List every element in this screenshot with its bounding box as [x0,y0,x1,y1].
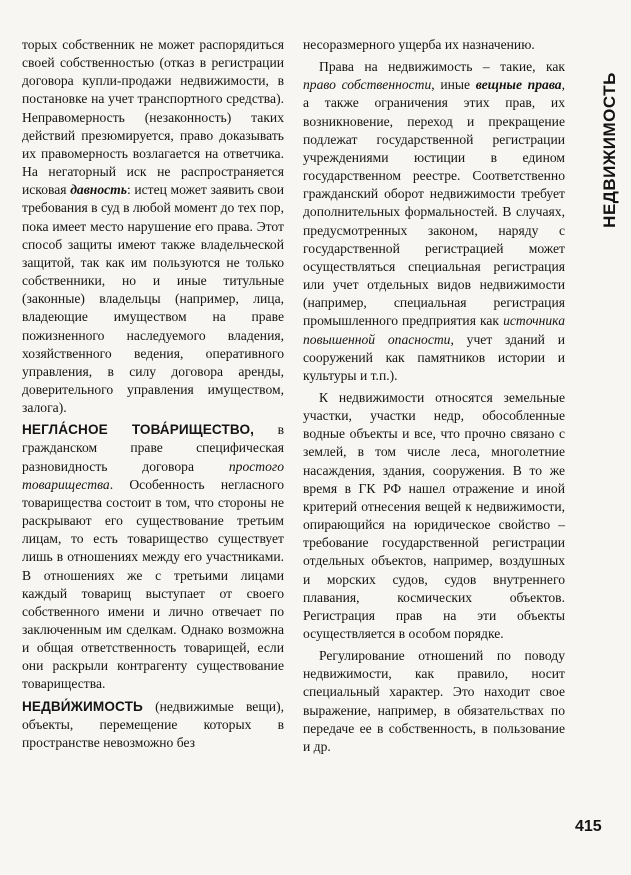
page-number: 415 [575,818,602,835]
paragraph-continuation: несоразмерного ущерба их назначению. [303,37,535,52]
paragraph-continuation: торых собственник не может распорядиться своей собственностью (отказ в регистрации договора купли-продажи недвижимости, в постановке на учет транспортного средства). Неправомерность (незаконность) таких действий презюмируется, право доказывать их правомерность возлагается на ответчика. На негаторный иск не распространяется исковая давность: истец может заявить свои требования в суд в любой момент до тех пор, пока имеет место нарушение его права. Этот способ защиты имеют также владельческой защитой, так как им пользуются не только собственники, но и иные титульные (законные) владельцы (например, лица, владеющие имуществом на праве пожизненного наследуемого владения, хозяйственного ведения, оперативного управления, в силу договора аренды, доверительного управления имуществом, залога). [22,37,284,416]
cross-reference: право собственности [303,77,432,93]
cross-reference: источника повышенной опасности [303,313,565,347]
running-head [598,40,622,260]
right-column [303,36,565,756]
paragraph: Права на недвижимость – такие, как право собственности, иные вещные права, а также ограничения этих прав, их возникновение, переход и прекращение подлежат государственной регистрации учреждениями юстиции в едином государственном реестре. Соответственно гражданский оборот недвижимости требует дополнительных формальностей. В случаях, предусмотренных законом, наряду с государственной регистрацией может осуществляться специальная регистрация или учет отдельных видов недвижимости (например, специальная регистрация промышленного предприятия как источника повышенной опасности, учет зданий и сооружений как памятников истории и культуры и т.п.). [303,59,566,383]
entry-nedvizhimost: НЕДВИ́ЖИМОСТЬ (недвижимые вещи), объекты, перемещение которых в пространстве невозможно без [22,698,284,750]
running-head-text: НЕДВИЖИМОСТЬ [600,72,619,228]
cross-reference: давность [70,182,127,198]
paragraph: К недвижимости относятся земельные участки, участки недр, обособленные водные объекты и все, что прочно связано с землей, в том числе леса, многолетние насаждения, здания, сооружения. В то же время в ГК РФ нашел отражение и иной критерий отнесения вещей к недвижимости, опирающийся на юридическое свойство – требование государственной регистрации отдельных объектов, например, воздушных и морских судов, судов внутреннего плавания, космических объектов. Регистрация прав на эти объекты осуществляется в особом порядке. [303,389,565,641]
entry-headword: НЕДВИ́ЖИМОСТЬ [22,698,143,714]
cross-reference: простого товарищества [22,458,284,492]
cross-reference: вещные права [475,77,562,93]
entry-neglasnoe-tovarishchestvo: НЕГЛА́СНОЕ ТОВА́РИЩЕСТВО, в гражданском праве специфическая разновидность договора простого товарищества. Особенность негласного товарищества состоит в том, что стороны не раскрывают его существование третьим лицам, то есть товарищество существует лишь в отношениях между его участниками. В отношениях же с третьими лицами каждый товарищ выступает от своего собственного имени и лично отвечает по заключенным им сделкам. Однако возможна и общая ответственность товарищей, если они раскрыли контрагенту существование товарищества. [22,422,284,692]
left-column [22,36,284,752]
entry-headword: НЕГЛА́СНОЕ ТОВА́РИЩЕСТВО, [22,422,254,438]
paragraph: Регулирование отношений по поводу недвижимости, как правило, носит специальный характер. Это находит свое выражение, например, в обязательствах по передаче ее в собственность, в пользование и др. [303,648,565,754]
